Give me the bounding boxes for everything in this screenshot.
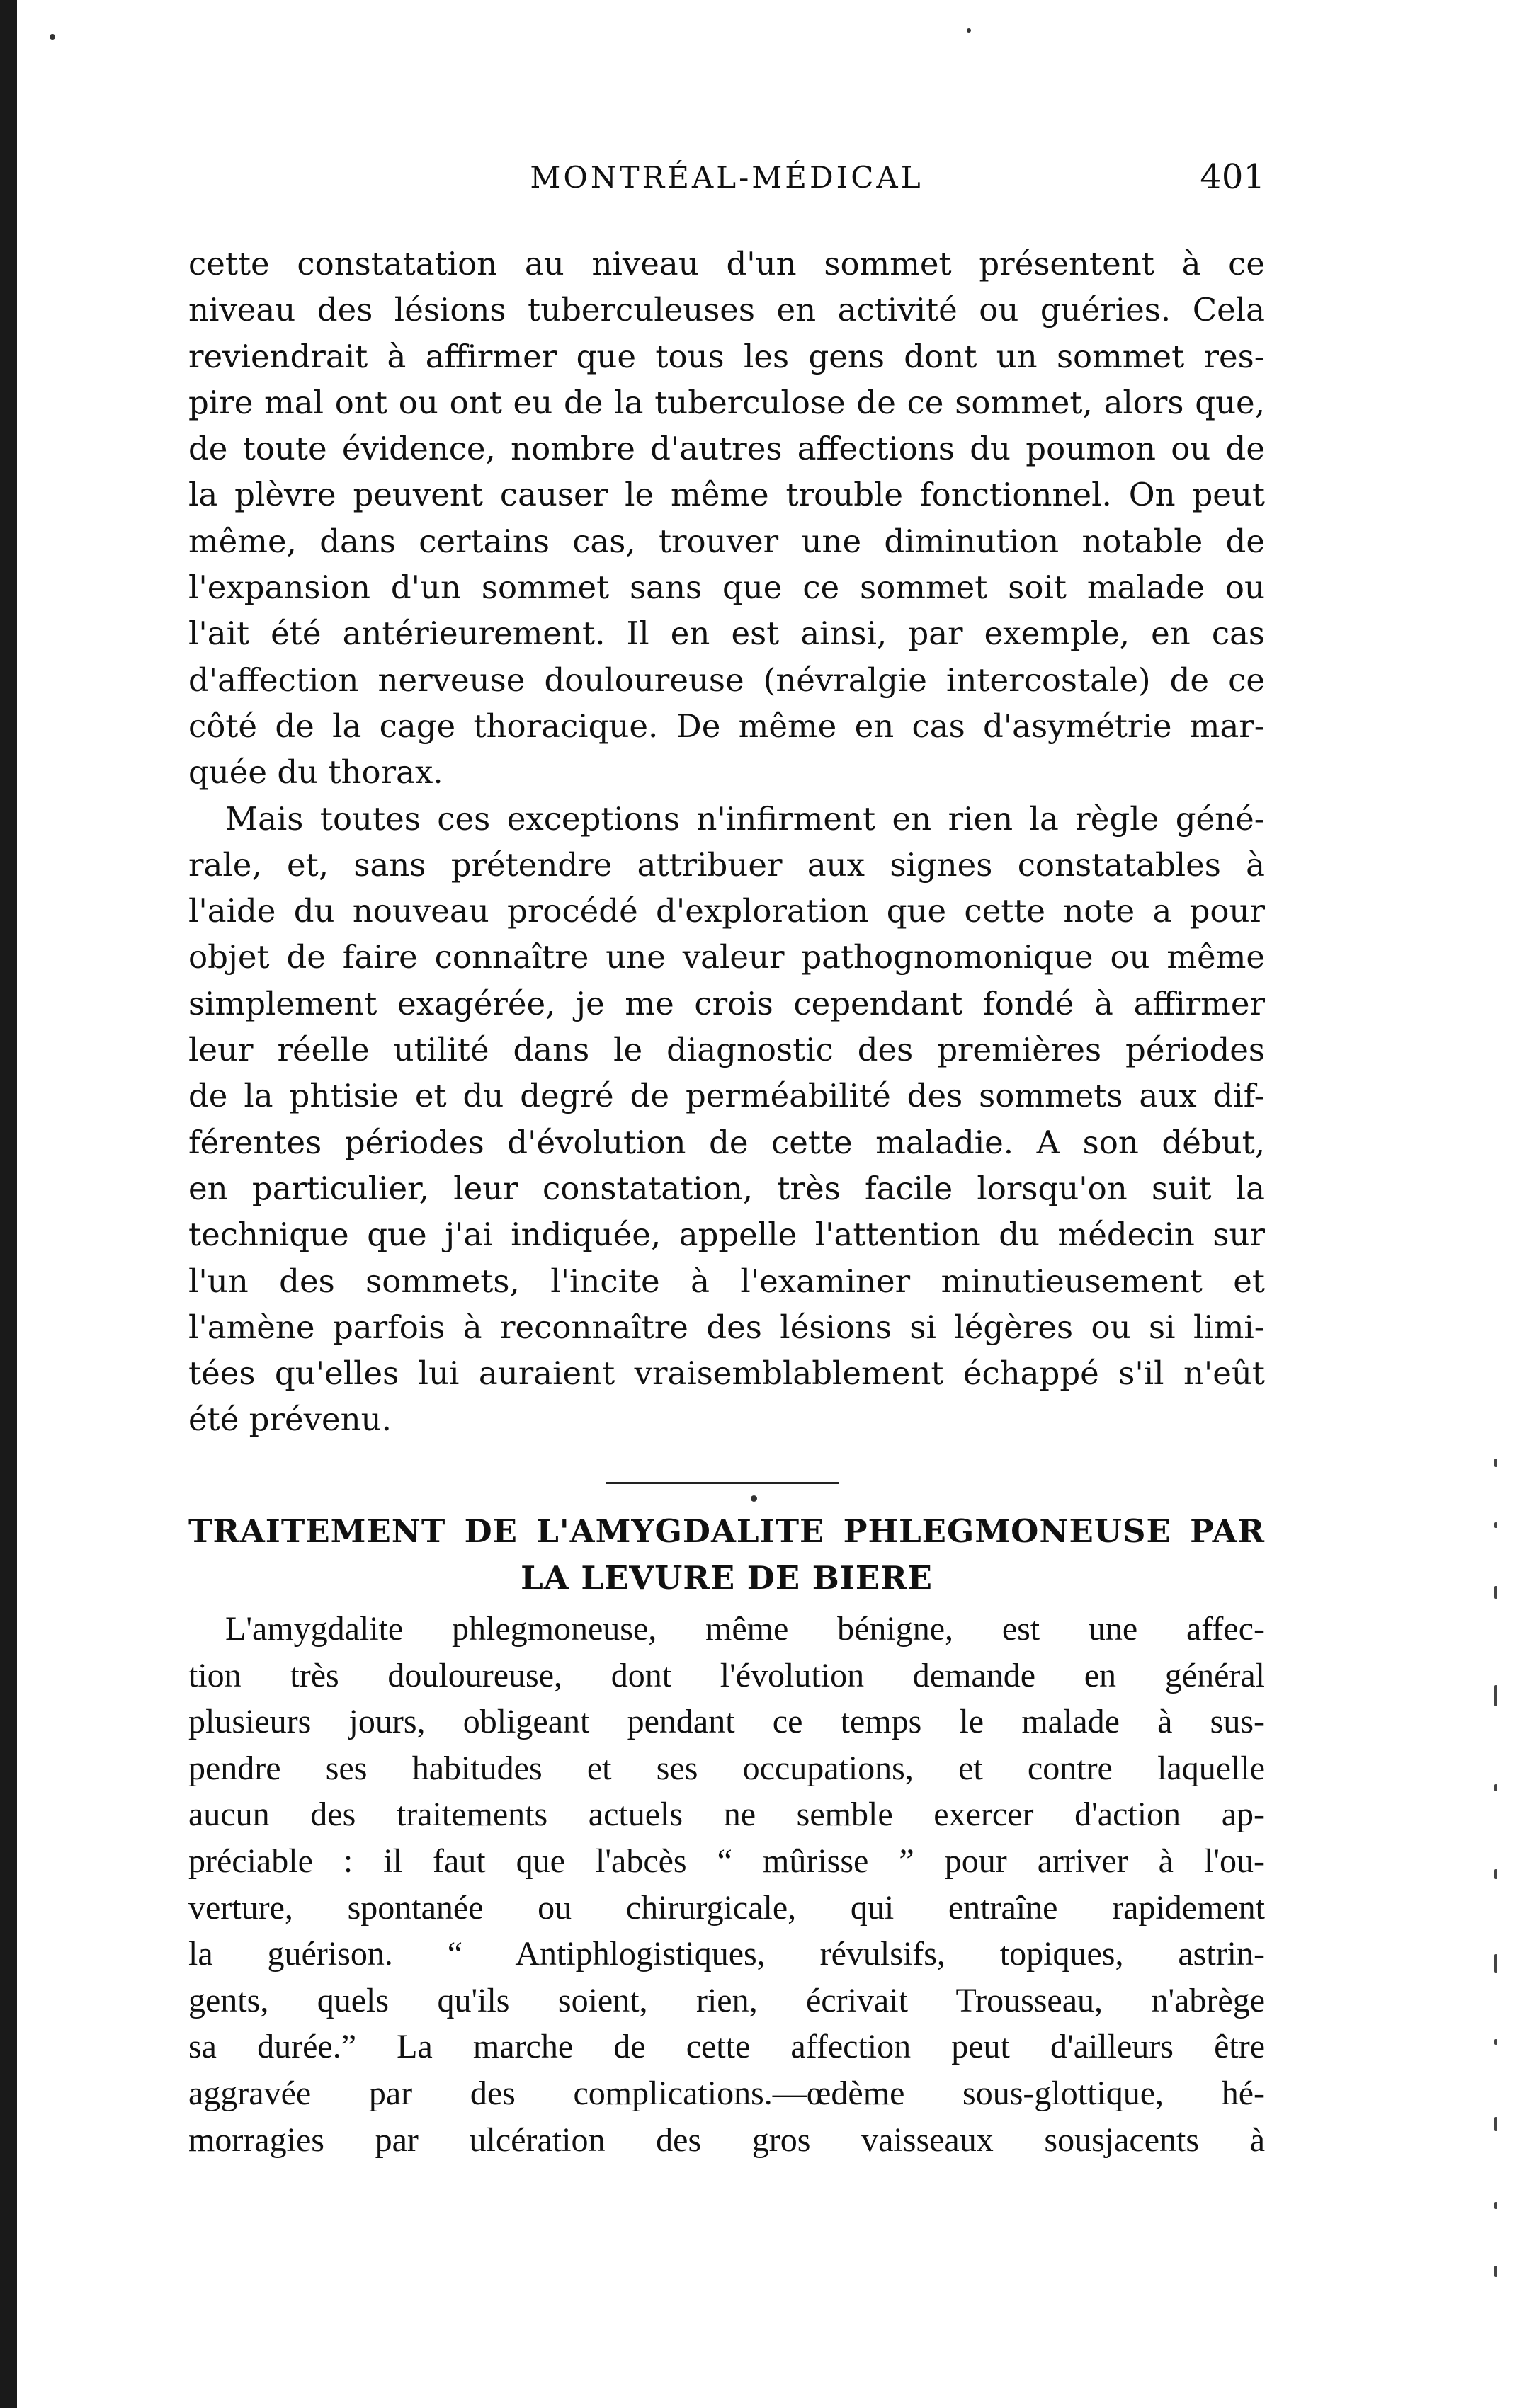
- text-line: en particulier, leur constatation, très facile lorsqu'on suit la: [188, 1169, 1265, 1207]
- text-line: même, dans certains cas, trouver une diminution notable de: [188, 522, 1265, 560]
- section-heading: [188, 1508, 1265, 1602]
- paragraph-1: [188, 241, 1265, 796]
- text-line: tion très douloureuse, dont l'évolution demande en général: [188, 1656, 1265, 1694]
- section-body: [188, 1606, 1265, 2163]
- section-title-line-1: TRAITEMENT DE L'AMYGDALITE PHLEGMONEUSE PAR: [188, 1512, 1265, 1550]
- text-line: plusieurs jours, obligeant pendant ce temps le malade à sus-: [188, 1703, 1265, 1741]
- text-line: pendre ses habitudes et ses occupations, et contre laquelle: [188, 1749, 1265, 1787]
- text-line: aucun des traitements actuels ne semble exercer d'action ap-: [188, 1796, 1265, 1834]
- text-line: l'amène parfois à reconnaître des lésions si légères ou si limi-: [188, 1308, 1265, 1346]
- text-line: de toute évidence, nombre d'autres affections du poumon ou de: [188, 430, 1265, 468]
- text-line: objet de faire connaître une valeur pathognomonique ou même: [188, 938, 1265, 976]
- section-title-line-2: LA LEVURE DE BIERE: [521, 1559, 933, 1597]
- text-line: d'affection nerveuse douloureuse (névralgie intercostale) de ce: [188, 661, 1265, 699]
- text-line: été prévenu.: [188, 1400, 392, 1439]
- text-line: pire mal ont ou ont eu de la tuberculose de ce sommet, alors que,: [188, 383, 1265, 421]
- text-line: reviendrait à affirmer que tous les gens dont un sommet res-: [188, 337, 1265, 375]
- running-head: MONTRÉAL-MÉDICAL: [530, 160, 924, 195]
- text-line: de la phtisie et du degré de perméabilité des sommets aux dif-: [188, 1077, 1265, 1115]
- text-line: la guérison. “ Antiphlogistiques, révulsifs, topiques, astrin-: [188, 1935, 1265, 1973]
- text-line: leur réelle utilité dans le diagnostic des premières périodes: [188, 1031, 1265, 1069]
- section-divider: [606, 1482, 839, 1484]
- text-line: verture, spontanée ou chirurgicale, qui entraîne rapidement: [188, 1888, 1265, 1927]
- text-line: côté de la cage thoracique. De même en cas d'asymétrie mar-: [188, 707, 1265, 745]
- text-line: sa durée.” La marche de cette affection peut d'ailleurs être: [188, 2028, 1265, 2066]
- text-line: simplement exagérée, je me crois cependant fondé à affirmer: [188, 984, 1265, 1022]
- scan-left-edge: [0, 0, 17, 2408]
- scan-speck: [751, 1495, 757, 1502]
- text-line: férentes périodes d'évolution de cette maladie. A son début,: [188, 1123, 1265, 1161]
- page-number: 401: [1200, 157, 1265, 197]
- scan-speck: [967, 28, 971, 33]
- text-line: préciable : il faut que l'abcès “ mûrisse ” pour arriver à l'ou-: [188, 1842, 1265, 1880]
- text-line: morragies par ulcération des gros vaisseaux sousjacents à: [188, 2121, 1265, 2159]
- text-line: la plèvre peuvent causer le même trouble fonctionnel. On peut: [188, 476, 1265, 514]
- text-line: Mais toutes ces exceptions n'infirment en rien la règle géné-: [225, 799, 1265, 838]
- text-line: cette constatation au niveau d'un sommet présentent à ce: [188, 245, 1265, 283]
- text-line: quée du thorax.: [188, 753, 443, 792]
- text-line: l'expansion d'un sommet sans que ce sommet soit malade ou: [188, 569, 1265, 607]
- scan-speck: [50, 34, 55, 40]
- page-header: [188, 150, 1265, 200]
- text-line: L'amygdalite phlegmoneuse, même bénigne, est une affec-: [225, 1610, 1265, 1648]
- text-line: technique que j'ai indiquée, appelle l'attention du médecin sur: [188, 1216, 1265, 1254]
- text-line: niveau des lésions tuberculeuses en activité ou guéries. Cela: [188, 291, 1265, 329]
- text-line: rale, et, sans prétendre attribuer aux signes constatables à: [188, 845, 1265, 884]
- text-line: tées qu'elles lui auraient vraisemblablement échappé s'il n'eût: [188, 1354, 1265, 1393]
- text-line: aggravée par des complications.—œdème sous-glottique, hé-: [188, 2074, 1265, 2112]
- text-line: l'ait été antérieurement. Il en est ainsi, par exemple, en cas: [188, 615, 1265, 653]
- text-line: l'un des sommets, l'incite à l'examiner minutieusement et: [188, 1262, 1265, 1300]
- text-line: l'aide du nouveau procédé d'exploration que cette note a pour: [188, 892, 1265, 930]
- paragraph-2: [188, 796, 1265, 1443]
- body-text: [188, 241, 1265, 1443]
- scan-right-margin-marks: [1494, 1416, 1503, 2336]
- text-line: gents, quels qu'ils soient, rien, écrivait Trousseau, n'abrège: [188, 1981, 1265, 2019]
